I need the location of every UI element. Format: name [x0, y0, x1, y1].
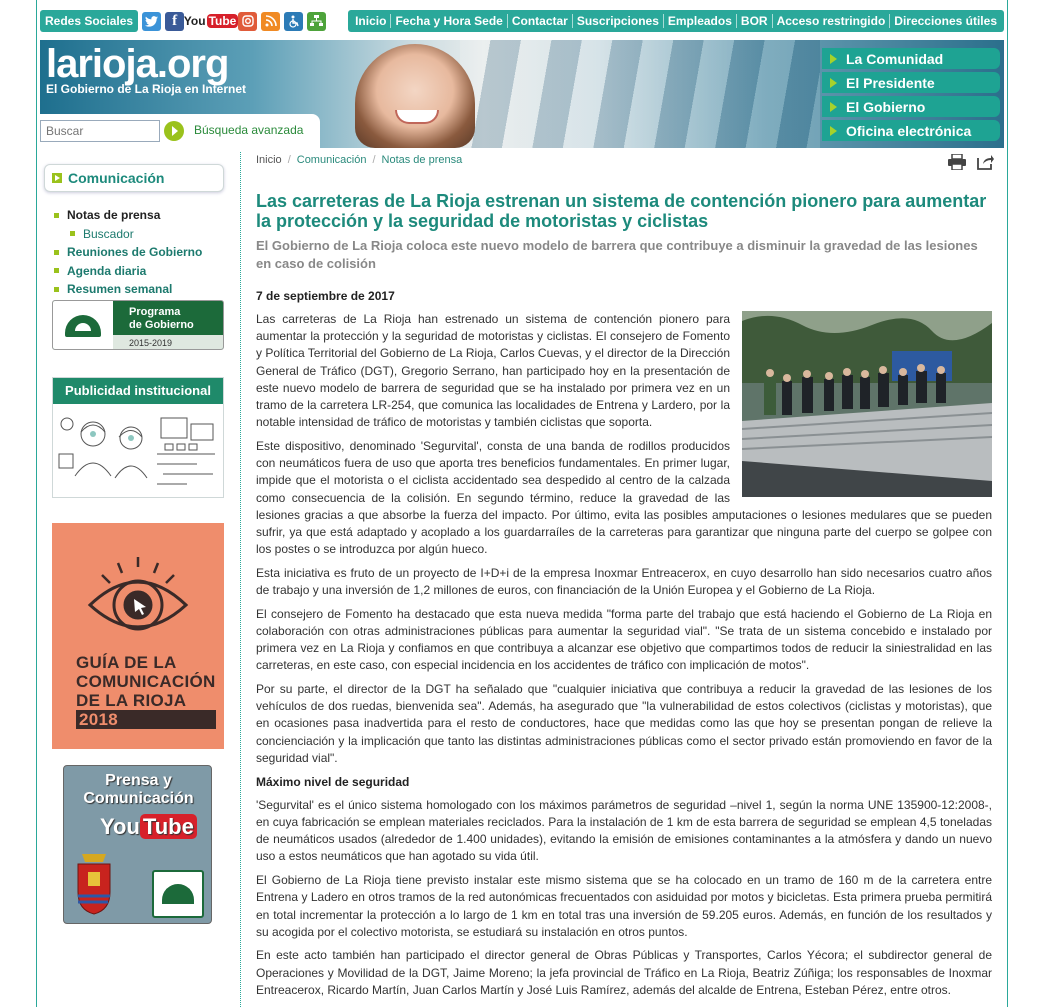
prensa-line1: Prensa y — [105, 772, 172, 789]
publicidad-illustration — [53, 404, 224, 498]
print-icon[interactable] — [948, 154, 966, 170]
menu-label: El Gobierno — [846, 98, 926, 115]
search-input[interactable] — [40, 120, 160, 142]
breadcrumb-notas-de-prensa[interactable]: Notas de prensa — [381, 154, 463, 166]
menu-la-comunidad[interactable] — [822, 48, 1000, 69]
article-section-heading: Máximo nivel de seguridad — [256, 774, 410, 789]
arrow-right-icon — [830, 102, 837, 112]
youtube-tube-text: Tube — [140, 814, 197, 839]
top-navigation — [348, 10, 1004, 32]
programa-years: 2015-2019 — [113, 335, 224, 350]
guia-line2: COMUNICACIÓN — [76, 672, 216, 691]
breadcrumb: Inicio / Comunicación / Notas de prensa — [256, 154, 463, 166]
article-paragraph: 'Segurvital' es el único sistema homologado con los máximos parámetros de seguridad –nivel 1, según la norma UNE 135900-12:2008-, en cuya fabricación se emplean materiales reciclados. Para la instalación de 1 km de esta barrera de seguridad se emplean 4,5 toneladas de neumáticos usados (alrededor de 1.400 unidades), evitando la emisión de emisiones contaminantes a la atmósfera y dando un nuevo uso a estos neumáticos que han agotado su vida útil. — [256, 797, 992, 864]
guia-line1: GUÍA DE LA — [76, 653, 177, 672]
sidebar-item-label: Buscador — [83, 226, 134, 241]
sitemap-icon[interactable] — [307, 12, 326, 31]
page-tools — [948, 154, 994, 170]
sidebar-menu — [44, 206, 224, 299]
coat-of-arms-icon — [74, 848, 114, 916]
nav-acceso-restringido[interactable]: Acceso restringido — [773, 14, 891, 28]
youtube-logo — [100, 814, 197, 840]
menu-el-gobierno[interactable] — [822, 96, 1000, 117]
twitter-icon[interactable] — [142, 12, 161, 31]
banner-woman-image — [355, 44, 475, 148]
rioja-logo-icon — [53, 301, 113, 350]
eye-icon — [82, 545, 194, 657]
article-paragraph-wrap — [256, 438, 992, 558]
bullet-icon — [54, 213, 59, 218]
play-square-icon — [52, 173, 62, 183]
bullet-icon — [70, 231, 75, 236]
accessibility-icon[interactable] — [284, 12, 303, 31]
content-divider — [240, 152, 241, 1007]
arrow-right-icon — [830, 54, 837, 64]
youtube-you-text: You — [100, 814, 140, 839]
nav-contactar[interactable]: Contactar — [508, 14, 573, 28]
youtube-you-text: You — [183, 14, 206, 28]
sidebar-item-notas-de-prensa[interactable] — [54, 206, 224, 225]
article-subtitle: El Gobierno de La Rioja coloca este nuevo modelo de barrera que contribuye a disminuir la gravedad de las lesiones en caso de colisión — [256, 238, 978, 271]
article-date: 7 de septiembre de 2017 — [256, 289, 395, 303]
breadcrumb-inicio[interactable]: Inicio — [256, 154, 282, 166]
menu-oficina-electronica[interactable] — [822, 120, 1000, 141]
programa-gobierno-banner[interactable] — [52, 300, 224, 350]
guia-title — [76, 653, 216, 729]
menu-label: Oficina electrónica — [846, 122, 972, 139]
nav-direcciones-utiles[interactable]: Direcciones útiles — [894, 14, 997, 28]
sidebar-item-label: Reuniones de Gobierno — [67, 245, 203, 260]
menu-label: El Presidente — [846, 74, 935, 91]
sidebar-item-resumen[interactable] — [54, 280, 224, 299]
guia-comunicacion-banner[interactable] — [52, 523, 224, 749]
nav-inicio[interactable]: Inicio — [351, 14, 391, 28]
bullet-icon — [54, 250, 59, 255]
social-label: Redes Sociales — [40, 10, 138, 32]
programa-line2: de Gobierno — [129, 319, 194, 331]
menu-label: La Comunidad — [846, 50, 944, 67]
sidebar-item-reuniones[interactable] — [54, 243, 224, 262]
facebook-icon[interactable]: f — [165, 12, 184, 31]
youtube-tube-text: Tube — [208, 14, 237, 28]
article-paragraph: El Gobierno de La Rioja tiene previsto instalar este mismo sistema que se ha colocado en un tramo de 160 m de la carretera entre Entrena y Ladero en otros tramos de la red autonómicas frecuentados con asiduidad por motos y bicicletas. Esta primera prueba permitirá en total incrementar la protección a lo largo de 1 km en total tras una inversión de 59.205 euros. Además, en función de los resultados y su acogida por el colectivo motorista, se estudiará su instalación en otros puntos. — [256, 873, 992, 939]
article-paragraph: El consejero de Fomento ha destacado que esta nueva medida "forma parte del trabajo que está haciendo el Gobierno de La Rioja en colaboración con otras administraciones públicas para aumentar la seguridad vial". "Se trata de un sistema concebido e instalado por primera vez en La Rioja y confiamos en que contribuya a alcanzar ese objetivo que compartimos todos de reducir la siniestralidad en las carreteras, en este caso, con especial incidencia en los accidentes de tráfico con implicación de motos". — [256, 606, 992, 673]
publicidad-institucional-banner[interactable] — [52, 377, 224, 498]
top-bar — [40, 10, 1004, 32]
bullet-icon — [54, 268, 59, 273]
advanced-search-link[interactable]: Búsqueda avanzada — [194, 123, 304, 137]
rioja-logo-icon — [152, 870, 204, 918]
guia-line3: DE LA RIOJA — [76, 691, 187, 710]
sidebar-item-label: Notas de prensa — [67, 208, 161, 223]
sidebar-heading[interactable] — [44, 164, 224, 192]
menu-el-presidente[interactable] — [822, 72, 1000, 93]
guia-year: 2018 — [76, 710, 216, 729]
article-paragraph: Este dispositivo, denominado 'Segurvital', consta de una banda de rodillos producidos con neumáticos fuera de uso que aporta tres beneficios fundamentales. En primer lugar, impide que el motorista o el ciclista accidentado sea despedido al centro de la calzada como consecuencia de la colisión. En segundo término, reduce la gravedad de las lesiones gracias a que absorbe la fuerza del impacto. Por último, evita las posibles amputaciones o lesiones medulares que se pueden sufrir, ya que está adaptado y acoplado a los guardarraíles de la carreteras para garantizar que ninguna parte del cuerpo se golpee con los postes o se introduzca por algún hueco. — [256, 438, 992, 557]
article-paragraph: Por su parte, el director de la DGT ha señalado que "cualquier iniciativa que contribuya a reducir la gravedad de las lesiones de los vehículos de dos ruedas, bienvenida sea". Además, ha asegurado que "la vulnerabilidad de estos colectivos (ciclistas y motoristas), que en ocasiones pasa inadvertida para el resto de conductores, hace que medidas como las que hoy se presentan pongan de relieve la concienciación y la implicación que tanto las distintas administraciones públicas como el sector privado están promoviendo en favor de la seguridad vial". — [256, 682, 992, 765]
arrow-right-icon — [830, 78, 837, 88]
main-menu — [822, 48, 1000, 144]
site-tagline: El Gobierno de La Rioja en Internet — [46, 82, 247, 96]
article-paragraph: En este acto también han participado el director general de Obras Públicas y Transportes, Carlos Yécora; el subdirector general de Operaciones y Movilidad de la DGT, Jaime Moreno; la jefa provincial de Tráfico en La Rioja, Beatriz Zúñiga; los responsables de Inoxmar Entreacerox, Ricardo Martín, Juan Carlos Martín y José Luis Ramírez, además del alcalde de Entrena, Esteban Pérez, entre otros. — [256, 948, 992, 997]
sidebar-item-label: Resumen semanal — [67, 282, 173, 297]
rss-icon[interactable] — [261, 12, 280, 31]
prensa-line2: Comunicación — [83, 790, 194, 807]
bullet-icon — [54, 287, 59, 292]
article-title: Las carreteras de La Rioja estrenan un sistema de contención pionero para aumentar la protección y la seguridad de motoristas y ciclistas — [256, 191, 987, 231]
sidebar-heading-label: Comunicación — [68, 170, 165, 186]
nav-fecha-hora-sede[interactable]: Fecha y Hora Sede — [391, 14, 507, 28]
sidebar-item-agenda[interactable] — [54, 262, 224, 281]
nav-bor[interactable]: BOR — [737, 14, 773, 28]
arrow-right-icon — [830, 126, 837, 136]
article-body — [256, 311, 992, 1006]
programa-line1: Programa — [129, 306, 181, 318]
nav-suscripciones[interactable]: Suscripciones — [573, 14, 664, 28]
sidebar-item-label: Agenda diaria — [67, 263, 147, 278]
share-icon[interactable] — [976, 154, 994, 170]
photo-float-spacer — [730, 438, 992, 498]
banner-monitors-image — [460, 40, 820, 148]
sidebar-item-buscador[interactable] — [54, 225, 224, 244]
social-links — [40, 10, 326, 32]
search-submit-button[interactable] — [164, 121, 184, 141]
prensa-comunicacion-youtube-banner[interactable] — [63, 765, 212, 924]
youtube-icon[interactable] — [183, 12, 237, 31]
sidebar — [44, 164, 224, 299]
publicidad-title: Publicidad institucional — [53, 378, 223, 404]
search-area — [40, 114, 320, 148]
instagram-icon[interactable] — [238, 12, 257, 31]
breadcrumb-comunicacion[interactable]: Comunicación — [296, 154, 367, 166]
article-paragraph: Las carreteras de La Rioja han estrenado un sistema de contención pionero para aumentar la protección y la seguridad de motoristas y ciclistas. El consejero de Fomento y Política Territorial del Gobierno de La Rioja, Carlos Cuevas, y el director de la Dirección General de Tráfico (DGT), Gregorio Serrano, han participado hoy en la presentación de este nuevo modelo de barrera de seguridad que se ha instalado por primera vez en un tramo de la carretera LR-254, que comunica las localidades de Entrena y Lardero, por la notable intensidad de tráfico de motoristas y también ciclistas que soporta. — [256, 312, 730, 430]
nav-empleados[interactable]: Empleados — [664, 14, 737, 28]
article-paragraph: Esta iniciativa es fruto de un proyecto de I+D+i de la empresa Inoxmar Entreacerox, en cuyo desarrollo han sido necesarios cuatro años de trabajo y una inversión de 1,2 millones de euros, con financiación de la Unión Europea y el Gobierno de La Rioja. — [256, 565, 992, 598]
site-logo[interactable]: larioja.org — [46, 42, 229, 86]
